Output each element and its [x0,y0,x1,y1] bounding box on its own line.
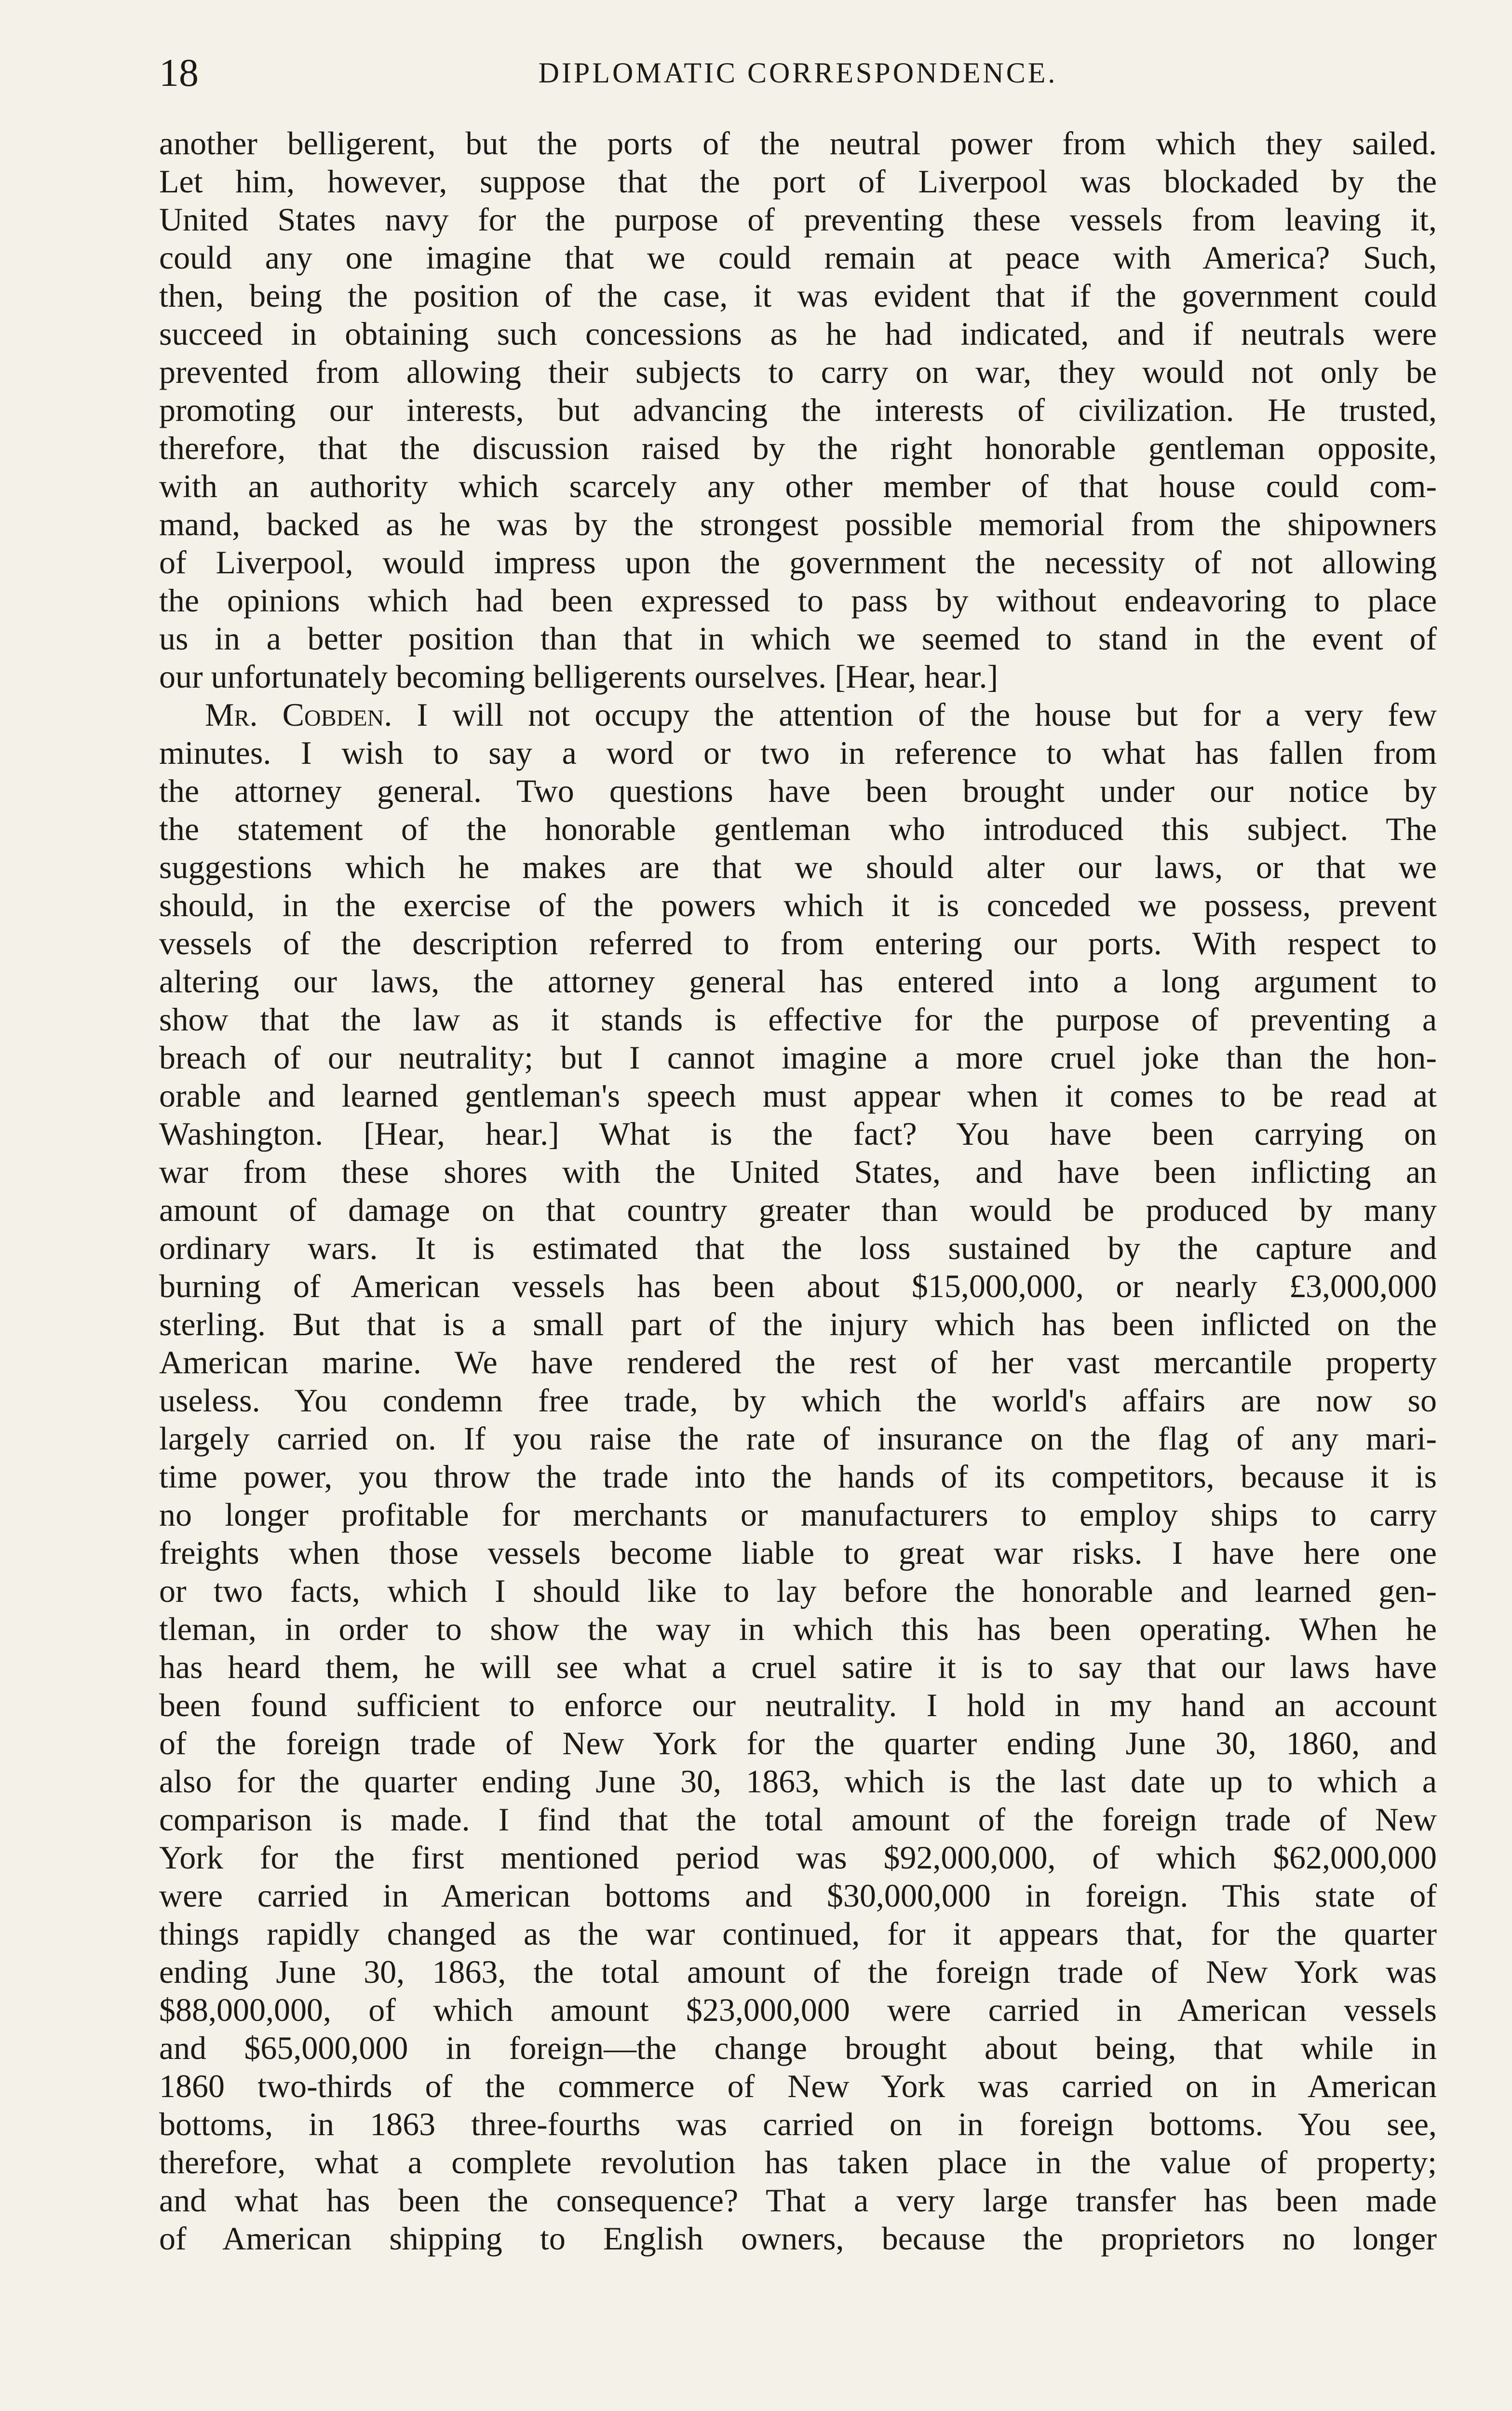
text-line: the opinions which had been expressed to pass by without endeavoring to place [159,582,1437,619]
text-line: also for the quarter ending June 30, 1863, which is the last date up to which a [159,1763,1437,1800]
text-line: then, being the position of the case, it was evident that if the government could [159,277,1437,314]
text-line: no longer profitable for merchants or manufacturers to employ ships to carry [159,1496,1437,1533]
text-line: and $65,000,000 in foreign—the change brought about being, that while in [159,2030,1437,2066]
text-line: were carried in American bottoms and $30,000,000 in foreign. This state of [159,1877,1437,1914]
text-line: breach of our neutrality; but I cannot imagine a more cruel joke than the hon- [159,1039,1437,1076]
text-line: orable and learned gentleman's speech must appear when it comes to be read at [159,1077,1437,1114]
text-line: succeed in obtaining such concessions as he had indicated, and if neutrals were [159,315,1437,352]
body-text [159,124,1437,2258]
text-line: our unfortunately becoming belligerents ourselves. [Hear, hear.] [159,658,999,695]
text-line: burning of American vessels has been about $15,000,000, or nearly £3,000,000 [159,1268,1437,1304]
text-line: American marine. We have rendered the rest of her vast mercantile property [159,1344,1437,1381]
text-line: of the foreign trade of New York for the quarter ending June 30, 1860, and [159,1725,1437,1761]
text-line: show that the law as it stands is effective for the purpose of preventing a [159,1001,1437,1038]
text-line: therefore, that the discussion raised by the right honorable gentleman opposite, [159,430,1437,466]
text-line: $88,000,000, of which amount $23,000,000 were carried in American vessels [159,1991,1437,2028]
text-line: therefore, what a complete revolution has taken place in the value of property; [159,2144,1437,2181]
text-line: altering our laws, the attorney general has entered into a long argument to [159,963,1437,1000]
running-head: DIPLOMATIC CORRESPONDENCE. [538,57,1058,89]
text-line: war from these shores with the United States, and have been inflicting an [159,1153,1437,1190]
text-line: largely carried on. If you raise the rate of insurance on the flag of any mari- [159,1420,1437,1457]
text-line: comparison is made. I find that the total amount of the foreign trade of New [159,1801,1437,1838]
text-line: mand, backed as he was by the strongest possible memorial from the shipowners [159,506,1437,542]
text-line: Let him, however, suppose that the port of Liverpool was blockaded by the [159,163,1437,200]
text-line: with an authority which scarcely any other member of that house could com- [159,468,1437,504]
text-line: another belligerent, but the ports of the neutral power from which they sailed. [159,125,1437,162]
text-line: promoting our interests, but advancing the interests of civilization. He trusted, [159,392,1437,428]
text-line: prevented from allowing their subjects to carry on war, they would not only be [159,353,1437,390]
text-line: 1860 two-thirds of the commerce of New York was carried on in American [159,2068,1437,2104]
text-line: of Liverpool, would impress upon the government the necessity of not allowing [159,544,1437,581]
text-line: ending June 30, 1863, the total amount of the foreign trade of New York was [159,1953,1437,1990]
text-line: could any one imagine that we could remain at peace with America? Such, [159,239,1437,276]
text-line: bottoms, in 1863 three-fourths was carried on in foreign bottoms. You see, [159,2106,1437,2142]
paragraph-start-line [159,696,1437,734]
text-line: the attorney general. Two questions have been brought under our notice by [159,772,1437,809]
text-line: ordinary wars. It is estimated that the loss sustained by the capture and [159,1230,1437,1266]
text-line: minutes. I wish to say a word or two in reference to what has fallen from [159,734,1437,771]
text-line: Washington. [Hear, hear.] What is the fact? You have been carrying on [159,1115,1437,1152]
text-line: amount of damage on that country greater than would be produced by many [159,1192,1437,1228]
text-line: United States navy for the purpose of preventing these vessels from leaving it, [159,201,1437,238]
text-line: freights when those vessels become liable to great war risks. I have here one [159,1534,1437,1571]
text-line: or two facts, which I should like to lay before the honorable and learned gen- [159,1572,1437,1609]
text-line: suggestions which he makes are that we should alter our laws, or that we [159,849,1437,885]
page-number: 18 [159,51,199,95]
text-line: and what has been the consequence? That a very large transfer has been made [159,2182,1437,2219]
text-line: has heard them, he will see what a cruel satire it is to say that our laws have [159,1649,1437,1685]
text-line: of American shipping to English owners, because the proprietors no longer [159,2220,1437,2257]
text-line: tleman, in order to show the way in which this has been operating. When he [159,1611,1437,1647]
text-line: things rapidly changed as the war continued, for it appears that, for the quarter [159,1915,1437,1952]
text-line: useless. You condemn free trade, by which the world's affairs are now so [159,1382,1437,1419]
text-line-rest: I will not occupy the attention of the house but for a very few [392,696,1437,733]
speaker-name: Mr. Cobden. [205,696,392,733]
text-line: been found sufficient to enforce our neutrality. I hold in my hand an account [159,1687,1437,1723]
page-header [159,46,1437,99]
text-line: sterling. But that is a small part of the injury which has been inflicted on the [159,1306,1437,1342]
text-line: should, in the exercise of the powers which it is conceded we possess, prevent [159,887,1437,923]
text-line: us in a better position than that in which we seemed to stand in the event of [159,620,1437,657]
text-line: the statement of the honorable gentleman who introduced this subject. The [159,811,1437,847]
text-line: York for the first mentioned period was $92,000,000, of which $62,000,000 [159,1839,1437,1876]
text-line: vessels of the description referred to from entering our ports. With respect to [159,925,1437,962]
text-line: time power, you throw the trade into the hands of its competitors, because it is [159,1458,1437,1495]
